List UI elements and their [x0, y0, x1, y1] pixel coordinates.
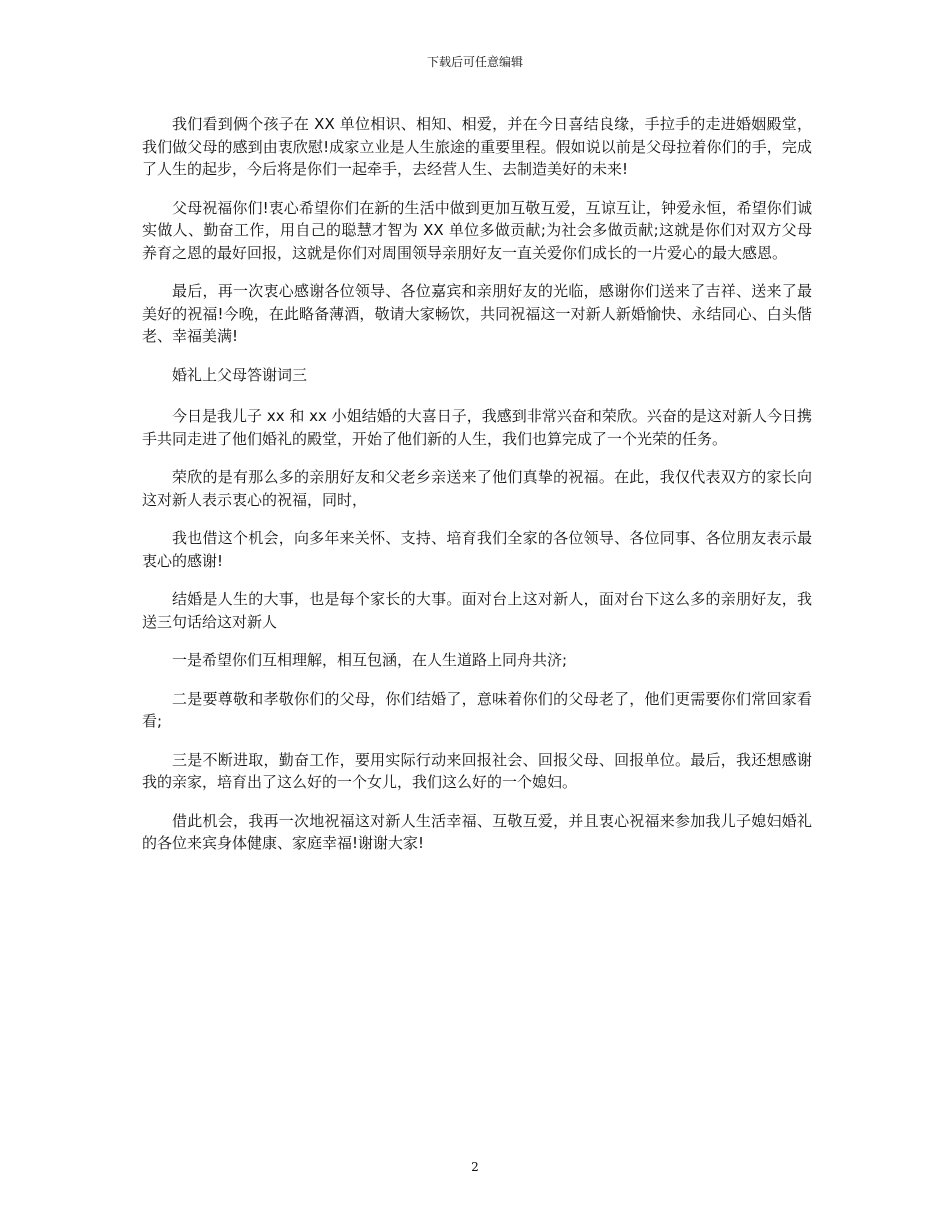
- paragraph-8: 一是希望你们互相理解，相互包涵，在人生道路上同舟共济;: [172, 651, 568, 669]
- paragraph-6: 我也借这个机会，向多年来关怀、支持、培育我们全家的各位领导、各位同事、各位朋友表示最衷心的感谢!: [142, 529, 812, 570]
- page-number: 2: [471, 1160, 479, 1174]
- paragraph-11: 借此机会，我再一次地祝福这对新人生活幸福、互敬互爱，并且衷心祝福来参加我儿子媳妇婚礼的各位来宾身体健康、家庭幸福!谢谢大家!: [142, 811, 812, 852]
- paragraph-10: 三是不断进取，勤奋工作，要用实际行动来回报社会、回报父母、回报单位。最后，我还想感谢我的亲家，培育出了这么好的一个女儿，我们这么好的一个媳妇。: [142, 750, 812, 791]
- paragraph-7: 结婚是人生的大事，也是每个家长的大事。面对台上这对新人，面对台下这么多的亲朋好友，我送三句话给这对新人: [142, 590, 812, 631]
- section-heading: 婚礼上父母答谢词三: [172, 365, 308, 384]
- paragraph-9: 二是要尊敬和孝敬你们的父母，你们结婚了，意味着你们的父母老了，他们更需要你们常回家看看;: [142, 689, 812, 730]
- paragraph-2: 父母祝福你们!衷心希望你们在新的生活中做到更加互敬互爱，互谅互让，钟爱永恒，希望你们诚实做人、勤奋工作，用自己的聪慧才智为 XX 单位多做贡献;为社会多做贡献;这就是你们对双方父母养育之恩的最好回报，这就是你们对周围领导亲朋好友一直关爱你们成长的一片爱心的最大感恩。: [142, 198, 812, 262]
- paragraph-5: 荣欣的是有那么多的亲朋好友和父老乡亲送来了他们真挚的祝福。在此，我仅代表双方的家长向这对新人表示衷心的祝福，同时，: [142, 468, 812, 509]
- page-header: 下载后可任意编辑: [426, 55, 523, 69]
- paragraph-3: 最后，再一次衷心感谢各位领导、各位嘉宾和亲朋好友的光临，感谢你们送来了吉祥、送来了最美好的祝福!今晚，在此略备薄酒，敬请大家畅饮，共同祝福这一对新人新婚愉快、永结同心、白头偕老、幸福美满!: [142, 282, 812, 345]
- paragraph-4: 今日是我儿子 xx 和 xx 小姐结婚的大喜日子，我感到非常兴奋和荣欣。兴奋的是这对新人今日携手共同走进了他们婚礼的殿堂，开始了他们新的人生，我们也算完成了一个光荣的任务。: [142, 407, 812, 448]
- paragraph-1: 我们看到俩个孩子在 XX 单位相识、相知、相爱，并在今日喜结良缘，手拉手的走进婚姻殿堂，我们做父母的感到由衷欣慰!成家立业是人生旅途的重要里程。假如说以前是父母拉着你们的手，完成了人生的起步，今后将是你们一起牵手，去经营人生、去制造美好的未来!: [142, 115, 812, 178]
- document-body: [142, 113, 812, 871]
